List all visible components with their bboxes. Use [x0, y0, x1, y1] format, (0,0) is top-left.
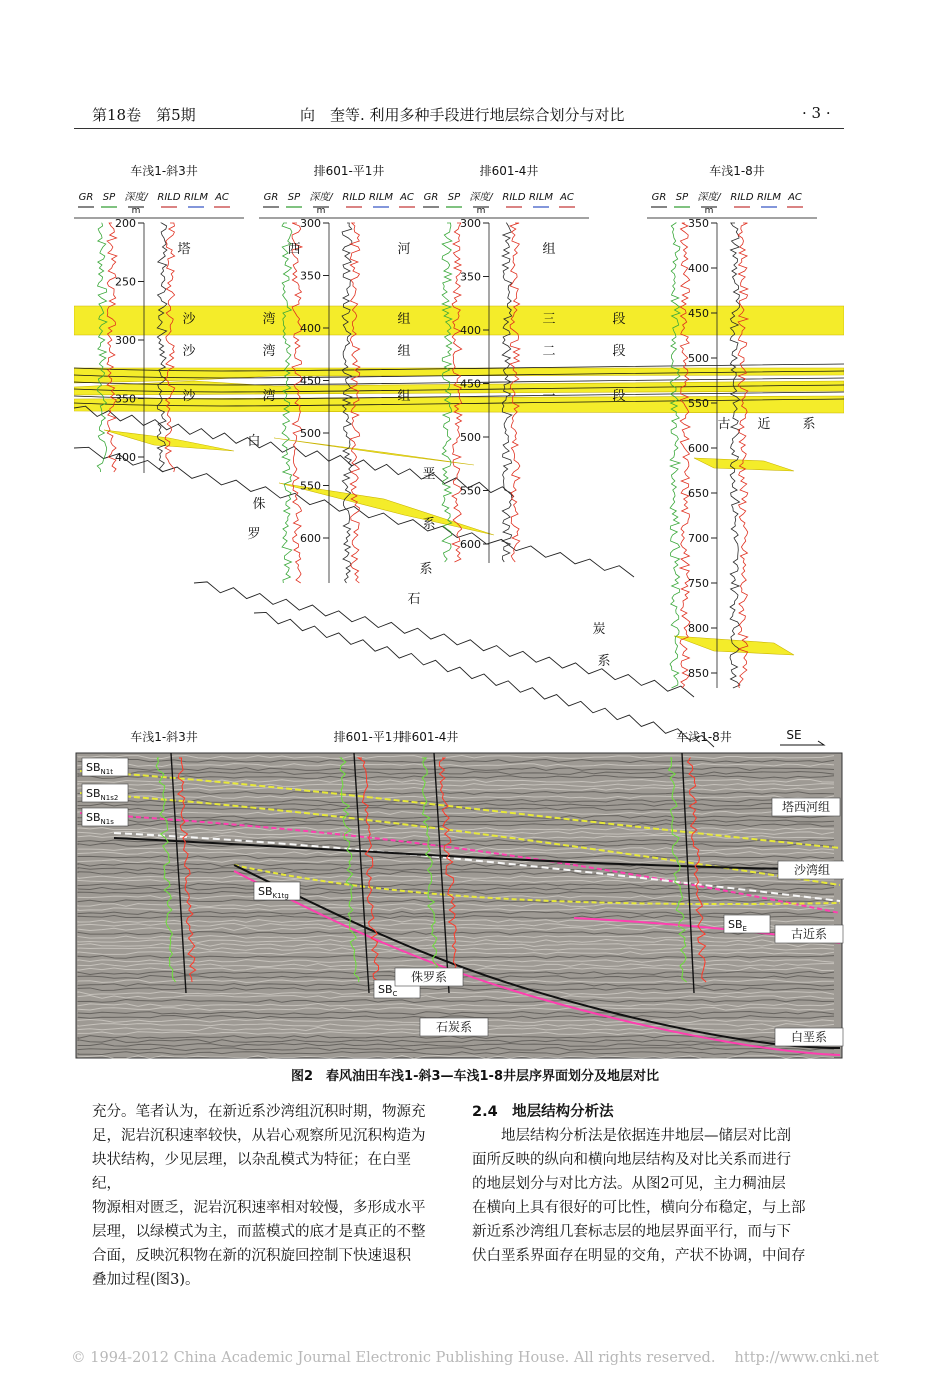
formation-label: 二 [542, 344, 556, 359]
correlation-panel [74, 217, 844, 747]
formation-label: 组 [397, 389, 411, 404]
left-line: 充分。笔者认为，在新近系沙湾组沉积时期，物源充 [92, 1104, 426, 1120]
curve-label: GR [651, 192, 667, 203]
unconformity-line [254, 612, 714, 747]
log-curve [738, 223, 748, 688]
depth-label: 650 [688, 487, 709, 500]
right-line: 面所反映的纵向和横向地层结构及对比关系而进行 [472, 1152, 791, 1168]
formation-label: 白 [247, 434, 261, 449]
seismic-formation-label: 侏罗系 [410, 970, 448, 984]
seismic-well-name: 车浅1-8井 [676, 730, 732, 744]
depth-label: 800 [688, 622, 709, 635]
depth-label: 250 [115, 275, 136, 289]
log-curve [730, 223, 740, 688]
formation-label: 段 [612, 312, 626, 327]
curve-label: SP [675, 192, 689, 203]
curve-label: AC [788, 192, 802, 203]
formation-label: 三 [542, 312, 556, 327]
right-line: 在横向上具有很好的可比性，横向分布稳定，与上部 [472, 1200, 806, 1216]
curve-label: 深度/ [309, 192, 333, 203]
seismic-formation-label: 塔西河组 [781, 800, 831, 814]
boundary-subscript: E [742, 925, 747, 933]
right-line: 新近系沙湾组几套标志层的地层界面平行，而与下 [472, 1224, 791, 1240]
depth-label: 700 [688, 532, 709, 545]
header-rule [74, 128, 844, 129]
left-line: 叠加过程(图3)。 [92, 1272, 200, 1288]
curve-label: AC [400, 192, 414, 203]
depth-unit: m [476, 206, 486, 216]
well-name: 排601-平1井 [313, 164, 385, 178]
log-curve [680, 223, 690, 688]
formation-label: 古 [717, 417, 731, 432]
formation-label: 塔 [177, 242, 191, 257]
formation-label: 系 [802, 417, 816, 432]
boundary-subscript: N1t [100, 768, 113, 776]
left-line: 块状结构，少见层理，以杂乱模式为特征；在白垩纪， [92, 1152, 411, 1192]
depth-label: 550 [300, 479, 321, 493]
seismic-formation-label: 沙湾组 [793, 863, 831, 877]
formation-label: 侏 [252, 497, 266, 512]
curve-label: RILM [183, 192, 209, 203]
depth-label: 400 [688, 262, 709, 275]
boundary-subscript: C [392, 990, 398, 998]
curve-label: SP [287, 192, 301, 203]
boundary-label: $SB_C$ [378, 983, 398, 998]
curve-label: AC [560, 192, 574, 203]
left-line: 足，泥岩沉积速率较快，从岩心观察所见沉积构造为 [92, 1128, 426, 1144]
boundary-subscript: N1s [100, 818, 114, 826]
depth-label: 500 [460, 431, 481, 444]
depth-label: 200 [115, 217, 136, 230]
formation-label: 组 [397, 344, 411, 359]
seismic-panel [76, 728, 844, 1058]
formation-label: 石 [407, 592, 421, 607]
well-headers [74, 163, 817, 218]
formation-label: 段 [612, 344, 626, 359]
left-column [92, 1100, 437, 1292]
boundary-label: $SB_{K1tg}$ [258, 885, 289, 900]
log-curve [165, 223, 175, 472]
correlation-figure [74, 143, 844, 1061]
formation-label: 湾 [262, 344, 276, 359]
seismic-formation-label: 古近系 [790, 927, 828, 941]
depth-label: 850 [688, 667, 709, 680]
journal-volume: 第18卷 第5期 [92, 106, 196, 124]
figure-caption: 图2 春风油田车浅1-斜3—车浅1-8井层序界面划分及地层对比 [290, 1069, 660, 1084]
formation-label: 沙 [182, 389, 196, 404]
formation-label: 系 [422, 517, 436, 532]
seismic-formation-label: 石炭系 [435, 1020, 473, 1034]
log-curve [157, 223, 167, 472]
copyright-footer: © 1994-2012 China Academic Journal Electronic Publishing House. All rights reserved. http://www.cnki.net [71, 1350, 879, 1366]
formation-label: 段 [612, 389, 626, 404]
depth-label: 600 [460, 538, 481, 551]
boundary-label: $SB_E$ [728, 918, 747, 933]
unconformity-line [194, 582, 694, 697]
left-line: 物源相对匮乏，泥岩沉积速率相对较慢，多形成水平 [92, 1200, 426, 1216]
seismic-well-name: 排601-平1井 [333, 730, 405, 744]
right-line: 地层结构分析法是依据连井地层—储层对比剖 [472, 1128, 791, 1144]
formation-label: 组 [542, 242, 556, 257]
boundary-subscript: N1s2 [100, 794, 119, 802]
formation-label: 沙 [182, 312, 196, 327]
curve-label: GR [423, 192, 439, 203]
formation-label: 罗 [247, 527, 261, 542]
depth-label: 300 [300, 217, 321, 230]
log-curve [670, 223, 680, 688]
well-name: 车浅1-斜3井 [130, 164, 198, 178]
curve-label: GR [78, 192, 94, 203]
seismic-formation-label: 白垩系 [790, 1030, 828, 1044]
curve-label: 深度/ [124, 192, 148, 203]
curve-label: SP [447, 192, 461, 203]
depth-label: 300 [460, 217, 481, 230]
unconformity-line [74, 406, 514, 497]
left-line: 层理，以绿模式为主，而蓝模式的底才是真正的不整 [92, 1224, 426, 1240]
curve-label: RILM [528, 192, 554, 203]
boundary-label: $SB_{N1s2}$ [86, 787, 119, 802]
formation-label: 组 [397, 312, 411, 327]
depth-label: 400 [115, 451, 136, 464]
depth-label: 600 [300, 532, 321, 545]
curve-label: RILD [157, 192, 181, 203]
left-line: 合面，反映沉积物在新的沉积旋回控制下快速退积 [92, 1248, 411, 1264]
depth-label: 350 [300, 269, 321, 283]
depth-unit: m [316, 206, 326, 216]
well-name: 车浅1-8井 [709, 164, 765, 178]
depth-unit: m [704, 206, 714, 216]
yellow-marker-bed [274, 438, 474, 465]
curve-label: 深度/ [469, 192, 493, 203]
curve-label: SP [102, 192, 116, 203]
curve-label: RILD [730, 192, 754, 203]
formation-label: 垩 [422, 467, 436, 482]
well-name: 排601-4井 [479, 164, 539, 178]
seismic-well-name: 车浅1-斜3井 [130, 730, 198, 744]
seismic-well-name: 排601-4井 [399, 730, 459, 744]
depth-label: 450 [460, 377, 481, 391]
formation-label: 近 [757, 417, 771, 432]
curve-label: GR [263, 192, 279, 203]
formation-label: 系 [597, 654, 611, 669]
depth-label: 750 [688, 577, 709, 590]
depth-label: 450 [300, 374, 321, 388]
depth-label: 550 [688, 397, 709, 410]
direction-label: SE [786, 728, 802, 742]
curve-label: RILM [756, 192, 782, 203]
section-heading: 2.4 地层结构分析法 [472, 1104, 614, 1120]
log-curve [107, 223, 117, 472]
formation-label: 系 [419, 562, 433, 577]
curve-label: RILM [368, 192, 394, 203]
log-curve [97, 223, 107, 472]
depth-label: 500 [300, 427, 321, 440]
curve-label: RILD [502, 192, 526, 203]
right-column [472, 1100, 844, 1268]
depth-label: 400 [460, 324, 481, 337]
running-title: 向 奎等. 利用多种手段进行地层综合划分与对比 [300, 106, 625, 124]
formation-label: 河 [397, 242, 411, 257]
yellow-marker-bed [694, 458, 794, 471]
right-line: 的地层划分与对比方法。从图2可见，主力稠油层 [472, 1176, 786, 1192]
depth-label: 550 [460, 484, 481, 498]
formation-label: 西 [287, 242, 301, 257]
depth-label: 600 [688, 442, 709, 455]
depth-label: 350 [115, 392, 136, 406]
page-number: · 3 · [802, 104, 831, 122]
right-line: 伏白垩系界面存在明显的交角，产状不协调，中间存 [472, 1248, 806, 1264]
depth-label: 350 [688, 217, 709, 230]
curve-label: AC [215, 192, 229, 203]
depth-label: 400 [300, 322, 321, 335]
depth-unit: m [131, 206, 141, 216]
depth-label: 350 [460, 270, 481, 284]
yellow-marker-bed [104, 430, 234, 451]
boundary-label: $SB_{N1t}$ [86, 761, 113, 776]
formation-label: 沙 [182, 344, 196, 359]
formation-label: 湾 [262, 389, 276, 404]
figure-2 [74, 143, 844, 1061]
depth-label: 450 [688, 307, 709, 320]
boundary-subscript: K1tg [272, 892, 289, 900]
formation-label: 一 [542, 389, 556, 404]
formation-label: 湾 [262, 312, 276, 327]
depth-label: 300 [115, 334, 136, 347]
curve-label: RILD [342, 192, 366, 203]
formation-label: 炭 [592, 622, 606, 637]
depth-label: 500 [688, 352, 709, 365]
curve-label: 深度/ [697, 192, 721, 203]
boundary-label: $SB_{N1s}$ [86, 811, 114, 826]
